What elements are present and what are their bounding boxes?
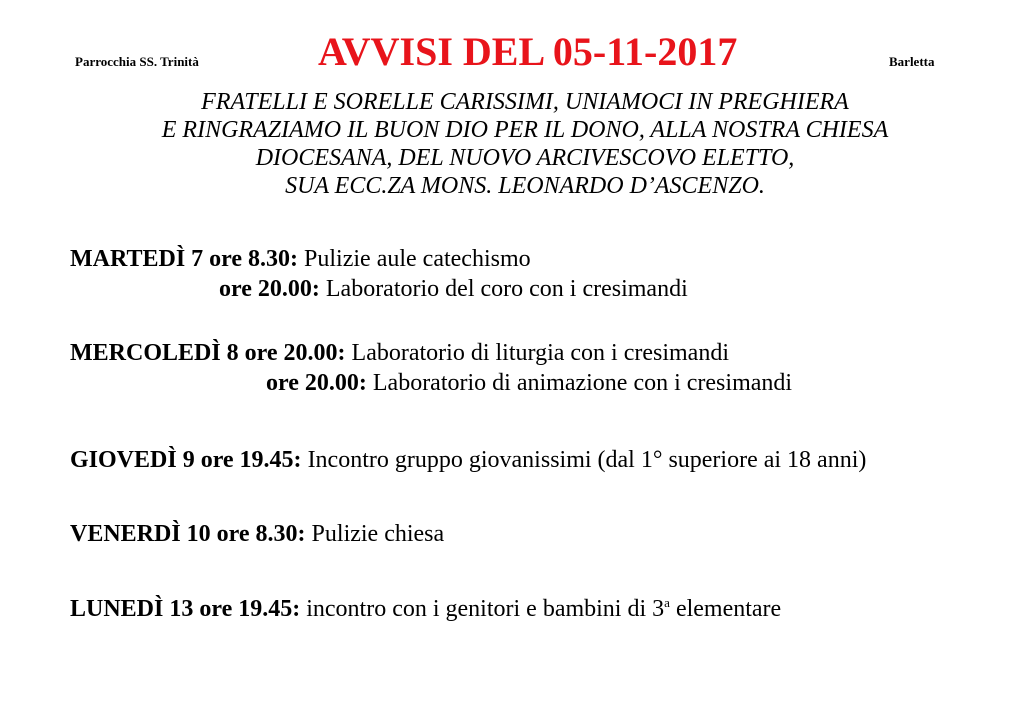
event-time: ore 20.00: [219, 276, 320, 302]
event-tuesday-1 [70, 246, 531, 273]
event-tuesday-2 [219, 276, 688, 303]
event-wednesday-1 [70, 340, 729, 367]
event-description: Laboratorio di animazione con i cresimandi [372, 370, 793, 396]
event-description: Laboratorio del coro con i cresimandi [325, 276, 688, 302]
intro-line-4: SUA ECC.ZA MONS. LEONARDO D’ASCENZO. [285, 173, 765, 199]
event-time: ore 20.00: [266, 370, 367, 396]
page-title: AVVISI DEL 05-11-2017 [318, 29, 738, 74]
event-friday [70, 521, 444, 548]
intro-line-1: FRATELLI E SORELLE CARISSIMI, UNIAMOCI IN PREGHIERA [201, 89, 849, 115]
event-description: incontro con i genitori e bambini di 3 [306, 596, 665, 622]
intro-line-2: E RINGRAZIAMO IL BUON DIO PER IL DONO, ALLA NOSTRA CHIESA [161, 117, 889, 143]
event-description-tail: elementare [669, 596, 782, 622]
event-description: Pulizie chiesa [311, 521, 445, 547]
event-description: Laboratorio di liturgia con i cresimandi [351, 340, 729, 366]
event-thursday [70, 447, 866, 474]
ordinal-superscript: a [664, 595, 670, 610]
parish-name: Parrocchia SS. Trinità [75, 54, 199, 69]
event-time: MERCOLEDÌ 8 ore 20.00: [70, 340, 346, 366]
event-wednesday-2 [266, 370, 792, 397]
event-time: LUNEDÌ 13 ore 19.45: [70, 596, 301, 622]
event-description: Incontro gruppo giovanissimi (dal 1° superiore ai 18 anni) [307, 447, 867, 473]
intro-line-3: DIOCESANA, DEL NUOVO ARCIVESCOVO ELETTO, [255, 145, 795, 171]
event-time: VENERDÌ 10 ore 8.30: [70, 521, 306, 547]
event-description: Pulizie aule catechismo [304, 246, 531, 272]
event-monday [70, 596, 781, 623]
event-time: MARTEDÌ 7 ore 8.30: [70, 246, 299, 272]
event-time: GIOVEDÌ 9 ore 19.45: [70, 447, 302, 473]
city-name: Barletta [889, 54, 935, 69]
intro-message [0, 88, 1024, 200]
